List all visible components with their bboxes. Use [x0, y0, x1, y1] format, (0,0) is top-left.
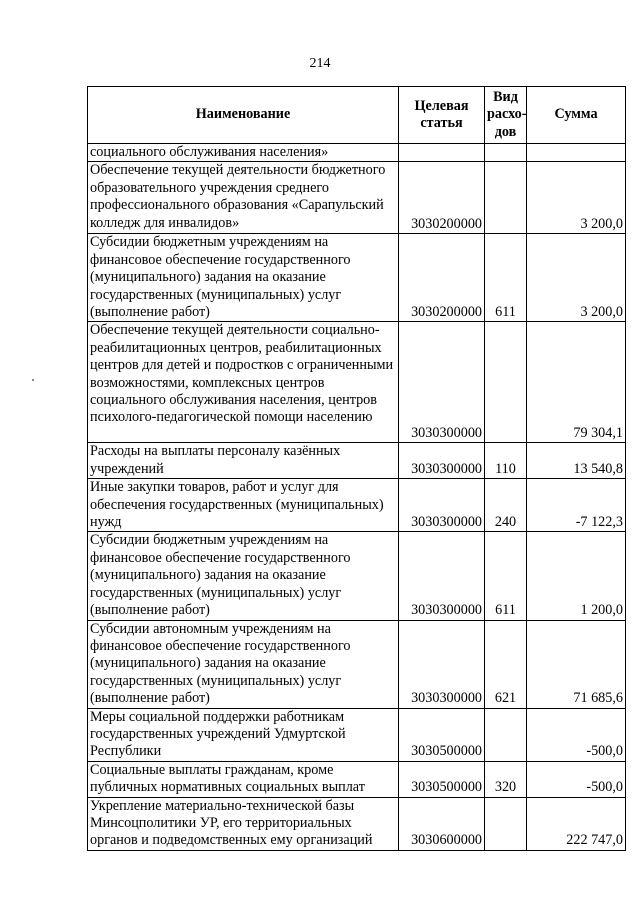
cell-sum: 13 540,8	[527, 443, 626, 479]
cell-code: 3030500000	[399, 708, 485, 761]
cell-code: 3030300000	[399, 620, 485, 708]
cell-code: 3030300000	[399, 479, 485, 532]
cell-type: 611	[485, 532, 527, 620]
table-row	[88, 532, 626, 620]
table-row	[88, 479, 626, 532]
table-row	[88, 144, 626, 162]
cell-name: Меры социальной поддержки работникам государственных учреждений Удмуртской Республики	[88, 708, 399, 761]
cell-name: Субсидии бюджетным учреждениям на финансовое обеспечение государственного (муниципального) задания на оказание государственных (муниципальных) услуг (выполнение работ)	[88, 234, 399, 322]
cell-sum: -500,0	[527, 761, 626, 797]
cell-name: Укрепление материально-технической базы Минсоцполитики УР, его территориальных органов и подведомственных ему организаций	[88, 797, 399, 850]
table-row	[88, 322, 626, 443]
cell-type	[485, 322, 527, 443]
cell-code: 3030300000	[399, 322, 485, 443]
margin-dot	[32, 379, 34, 381]
cell-type	[485, 797, 527, 850]
cell-name: Обеспечение текущей деятельности социально-реабилитационных центров, реабилитационных центров для детей и подростков с ограниченными возможностями, комплексных центров социального обслуживания населения, центров психолого-педагогической помощи населению	[88, 322, 399, 443]
cell-type	[485, 708, 527, 761]
cell-code: 3030300000	[399, 443, 485, 479]
table-row	[88, 620, 626, 708]
cell-type: 110	[485, 443, 527, 479]
cell-code: 3030500000	[399, 761, 485, 797]
cell-code: 3030300000	[399, 532, 485, 620]
cell-sum: 3 200,0	[527, 162, 626, 234]
page-number: 214	[309, 56, 331, 71]
cell-name: Обеспечение текущей деятельности бюджетного образовательного учреждения среднего профессионального образования «Сарапульский колледж для инвалидов»	[88, 162, 399, 234]
cell-sum: 3 200,0	[527, 234, 626, 322]
header-sum: Сумма	[527, 87, 626, 144]
cell-sum: 79 304,1	[527, 322, 626, 443]
cell-code: 3030200000	[399, 162, 485, 234]
cell-type: 611	[485, 234, 527, 322]
cell-type: 621	[485, 620, 527, 708]
cell-type	[485, 162, 527, 234]
cell-code	[399, 144, 485, 162]
cell-type: 320	[485, 761, 527, 797]
cell-name: Социальные выплаты гражданам, кроме публичных нормативных социальных выплат	[88, 761, 399, 797]
table-row	[88, 708, 626, 761]
cell-name: Расходы на выплаты персоналу казённых учреждений	[88, 443, 399, 479]
cell-type	[485, 144, 527, 162]
table-row	[88, 761, 626, 797]
cell-sum: 1 200,0	[527, 532, 626, 620]
table-row	[88, 797, 626, 850]
cell-sum	[527, 144, 626, 162]
table-row	[88, 443, 626, 479]
table-row	[88, 234, 626, 322]
cell-sum: 222 747,0	[527, 797, 626, 850]
table-header-row	[88, 87, 626, 144]
header-name: Наименование	[88, 87, 399, 144]
cell-type: 240	[485, 479, 527, 532]
cell-name: Иные закупки товаров, работ и услуг для обеспечения государственных (муниципальных) нужд	[88, 479, 399, 532]
table-row	[88, 162, 626, 234]
cell-sum: 71 685,6	[527, 620, 626, 708]
cell-code: 3030200000	[399, 234, 485, 322]
header-code: Целевая статья	[399, 87, 485, 144]
cell-name: Субсидии бюджетным учреждениям на финансовое обеспечение государственного (муниципального) задания на оказание государственных (муниципальных) услуг (выполнение работ)	[88, 532, 399, 620]
budget-table	[87, 86, 626, 851]
cell-name: Субсидии автономным учреждениям на финансовое обеспечение государственного (муниципального) задания на оказание государственных (муниципальных) услуг (выполнение работ)	[88, 620, 399, 708]
cell-code: 3030600000	[399, 797, 485, 850]
cell-sum: -500,0	[527, 708, 626, 761]
header-type: Вид расхо-дов	[485, 87, 527, 144]
cell-sum: -7 122,3	[527, 479, 626, 532]
cell-name: социального обслуживания населения»	[88, 144, 399, 162]
